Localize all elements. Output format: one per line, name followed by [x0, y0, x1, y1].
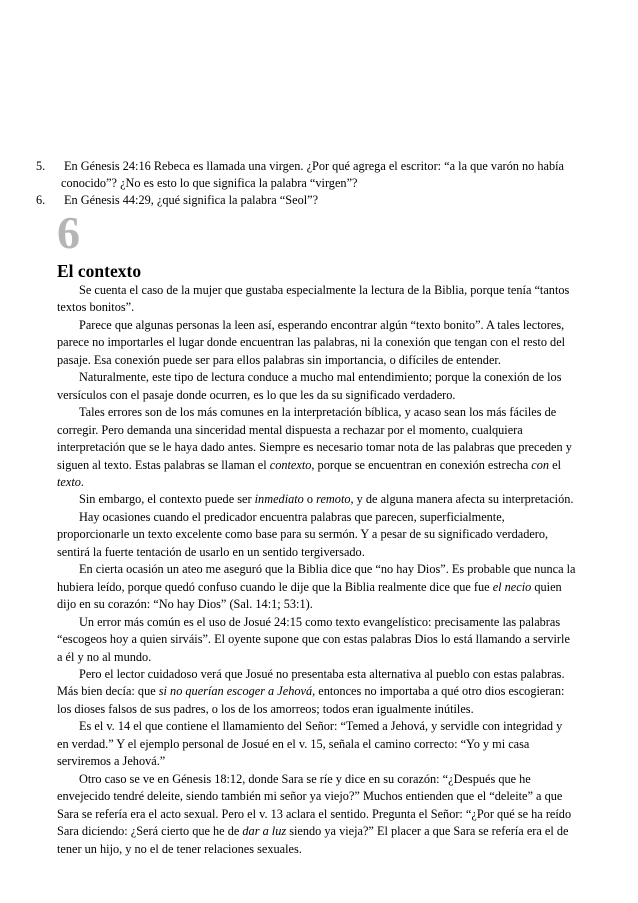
paragraph-1: Se cuenta el caso de la mujer que gustaba especialmente la lectura de la Biblia, porque tenía “tantos textos bonitos”.	[57, 283, 570, 315]
emphasis: texto	[57, 474, 81, 489]
emphasis: inmediato	[254, 492, 304, 507]
emphasis: el necio	[492, 579, 532, 594]
emphasis: dar a luz	[242, 824, 287, 839]
question-text: En Génesis 24:16 Rebeca es llamada una virgen. ¿Por qué agrega el escritor: “a la que varón no había conocido”? ¿No es esto lo que significa la palabra “virgen”?	[61, 159, 564, 190]
paragraph-7: En cierta ocasión un ateo me aseguró que la Biblia dice que “no hay Dios”. Es probable que nunca la hubiera leído, porque quedó confuso cuando le dije que la Biblia realmente dice que fue el necio quien dijo en su corazón: “No hay Dios” (Sal. 14:1; 53:1).	[57, 562, 576, 612]
paragraph-8: Un error más común es el uso de Josué 24:15 como texto evangelístico: precisamente las palabras “escogeos hoy a quien sirváis”. El oyente supone que con estas palabras Dios lo está llamando a servirle a él y no al mundo.	[57, 614, 570, 664]
paragraph-4: Tales errores son de los más comunes en la interpretación bíblica, y acaso sean los más fáciles de corregir. Pero demanda una sinceridad mental dispuesta a rechazar por el momento, cualquiera interpretación que se le haya dado antes. Siempre es necesario tomar nota de las palabras que preceden y siguen al texto. Estas palabras se llaman el contexto, porque se encuentran en conexión estrecha con el texto.	[57, 405, 572, 489]
chapter-number: 6	[57, 207, 80, 258]
paragraph-11: Otro caso se ve en Génesis 18:12, donde Sara se ríe y dice en su corazón: “¿Después que he envejecido tendré deleite, siendo también mi señor ya viejo?” Muchos entienden que el “deleite” a que Sara se refería era el acto sexual. Pero el v. 13 aclara el sentido. Pregunta el Señor: “¿Por qué se ha reído Sara diciendo: ¿Será cierto que he de dar a luz siendo ya vieja?” El placer a que Sara se refería era el de tener un hijo, y no el de tener relaciones sexuales.	[57, 771, 572, 856]
question-number: 6.	[36, 193, 46, 207]
emphasis: remoto	[316, 492, 351, 507]
paragraph-6: Hay ocasiones cuando el predicador encuentra palabras que parecen, superficialmente, proporcionarle un texto excelente como base para su sermón. Y a pesar de su significado verdadero, sentirá la fuerte tentación de usarlo en un sentido tergiversado.	[57, 509, 549, 559]
chapter-body	[57, 282, 576, 858]
study-question-5	[36, 158, 591, 192]
emphasis: contexto	[269, 457, 312, 472]
paragraph-5: Sin embargo, el contexto puede ser inmediato o remoto, y de alguna manera afecta su interpretación.	[79, 492, 574, 507]
emphasis: con	[531, 457, 550, 472]
paragraph-10: Es el v. 14 el que contiene el llamamiento del Señor: “Temed a Jehová, y servidle con integridad y en verdad.” Y el ejemplo personal de Josué en el v. 15, señala el camino correcto: “Yo y mi casa serviremos a Jehová.”	[57, 719, 563, 769]
question-text: En Génesis 44:29, ¿qué significa la palabra “Seol”?	[64, 193, 319, 207]
emphasis: si no querían escoger a Jehová	[158, 684, 313, 699]
chapter-title: El contexto	[57, 261, 142, 281]
paragraph-2: Parece que algunas personas la leen así, esperando encontrar algún “texto bonito”. A tales lectores, parece no importarles el lugar donde encuentran las palabras, ni la conexión que tengan con el resto del pasaje. Esa conexión puede ser para ellos palabras sin importancia, o difíciles de entender.	[57, 317, 566, 367]
paragraph-9: Pero el lector cuidadoso verá que Josué no presentaba esta alternativa al pueblo con estas palabras. Más bien decía: que si no querían escoger a Jehová, entonces no importaba a qué otro dios escogieran: los dioses falsos de sus padres, o los de los amorreos; todos eran igualmente inútiles.	[57, 666, 565, 716]
question-number: 5.	[36, 159, 46, 173]
study-question-6	[36, 192, 591, 209]
paragraph-3: Naturalmente, este tipo de lectura conduce a mucho mal entendimiento; porque la conexión de los versículos con el pasaje donde ocurren, es lo que les da su significado verdadero.	[57, 370, 562, 402]
